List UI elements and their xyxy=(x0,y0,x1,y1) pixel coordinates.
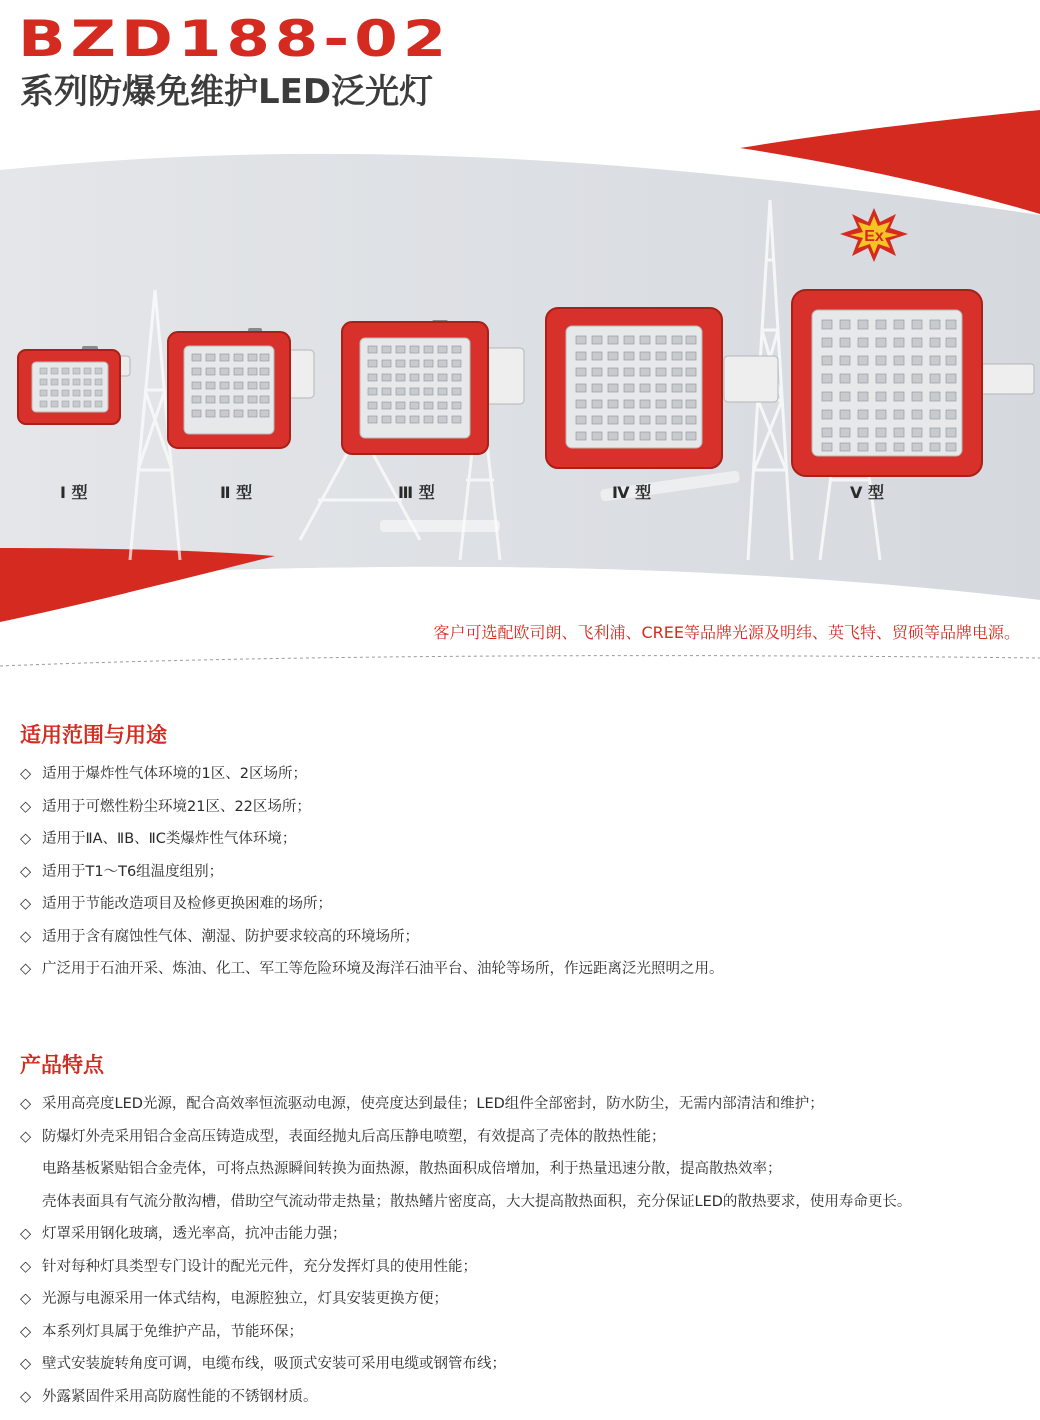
model-code: BZD188-02 xyxy=(18,10,452,68)
dashed-divider xyxy=(0,652,1040,668)
product-title: 系列防爆免维护LED泛光灯 xyxy=(20,72,434,112)
usage-section-title: 适用范围与用途 xyxy=(20,723,167,747)
lamp-type-4-label: Ⅳ 型 xyxy=(612,483,652,502)
lamp-type-5-image xyxy=(790,288,1036,480)
diamond-bullet-icon: ◇ xyxy=(20,831,32,847)
diamond-bullet-icon: ◇ xyxy=(20,1323,32,1340)
lamp-type-3-label: Ⅲ 型 xyxy=(398,483,435,502)
features-section xyxy=(20,1050,1030,1413)
diamond-bullet-icon: ◇ xyxy=(20,1356,32,1372)
ex-explosion-badge-icon xyxy=(838,206,910,264)
lamp-type-4-image xyxy=(544,306,780,470)
list-item: ◇ 本系列灯具属于免维护产品，节能环保； xyxy=(20,1316,1030,1349)
features-section-title: 产品特点 xyxy=(20,1053,104,1077)
diamond-bullet-icon: ◇ xyxy=(20,863,32,880)
lamp-type-5-label: Ⅴ 型 xyxy=(850,483,884,502)
list-item: ◇ 外露紧固件采用高防腐性能的不锈钢材质。 xyxy=(20,1381,1030,1414)
list-item: ◇ 壁式安装旋转角度可调，电缆布线，吸顶式安装可采用电缆或钢管布线； xyxy=(20,1348,1030,1381)
diamond-bullet-icon: ◇ xyxy=(20,1291,32,1307)
usage-section xyxy=(20,720,1030,986)
brand-options-note: 客户可选配欧司朗、飞利浦、CREE等品牌光源及明纬、英飞特、贸硕等品牌电源。 xyxy=(433,623,1020,642)
diamond-bullet-icon: ◇ xyxy=(20,1226,32,1242)
list-item: ◇ 适用于节能改造项目及检修更换困难的场所； xyxy=(20,888,1030,921)
list-item: ◇ 光源与电源采用一体式结构，电源腔独立，灯具安装更换方便； xyxy=(20,1283,1030,1316)
lamp-type-2-image xyxy=(166,326,316,450)
list-item-continuation: 电路基板紧贴铝合金壳体，可将点热源瞬间转换为面热源，散热面积成倍增加，利于热量迅速分散，提高散热效率； xyxy=(42,1161,782,1177)
diamond-bullet-icon: ◇ xyxy=(20,766,32,782)
list-item: ◇ 针对每种灯具类型专门设计的配光元件，充分发挥灯具的使用性能； xyxy=(20,1251,1030,1284)
list-item: ◇ 适用于ⅡA、ⅡB、ⅡC类爆炸性气体环境； xyxy=(20,823,1030,856)
diamond-bullet-icon: ◇ xyxy=(20,798,32,815)
list-item: ◇ 适用于爆炸性气体环境的1区、2区场所； xyxy=(20,758,1030,791)
diamond-bullet-icon: ◇ xyxy=(20,1096,32,1112)
list-item: ◇ 防爆灯外壳采用铝合金高压铸造成型，表面经抛丸后高压静电喷塑，有效提高了壳体的散热性能； xyxy=(20,1121,1030,1154)
lamp-type-1-image xyxy=(16,344,132,426)
diamond-bullet-icon: ◇ xyxy=(20,896,32,912)
list-item: ◇ 广泛用于石油开采、炼油、化工、军工等危险环境及海洋石油平台、油轮等场所，作远距离泛光照明之用。 xyxy=(20,953,1030,986)
list-item: ◇ 灯罩采用钢化玻璃，透光率高，抗冲击能力强； xyxy=(20,1218,1030,1251)
list-item: ◇ 适用于T1～T6组温度组别； xyxy=(20,856,1030,889)
features-list xyxy=(20,1088,1030,1413)
list-item-continuation: 壳体表面具有气流分散沟槽，借助空气流动带走热量；散热鳍片密度高，大大提高散热面积，充分保证LED的散热要求，使用寿命更长。 xyxy=(42,1193,912,1210)
diamond-bullet-icon: ◇ xyxy=(20,961,32,977)
ex-badge-text: Ex xyxy=(864,228,884,245)
diamond-bullet-icon: ◇ xyxy=(20,1258,32,1275)
list-item: ◇ 适用于含有腐蚀性气体、潮湿、防护要求较高的环境场所； xyxy=(20,921,1030,954)
diamond-bullet-icon: ◇ xyxy=(20,1128,32,1145)
lamp-type-1-label: Ⅰ 型 xyxy=(60,483,88,502)
diamond-bullet-icon: ◇ xyxy=(20,928,32,945)
diamond-bullet-icon: ◇ xyxy=(20,1388,32,1405)
lamp-type-2-label: Ⅱ 型 xyxy=(220,483,253,502)
lamp-type-3-image xyxy=(340,318,526,458)
list-item: ◇ 采用高亮度LED光源，配合高效率恒流驱动电源，使亮度达到最佳；LED组件全部密封，防水防尘，无需内部清洁和维护； xyxy=(20,1088,1030,1121)
list-item: ◇ 适用于可燃性粉尘环境21区、22区场所； xyxy=(20,791,1030,824)
usage-list xyxy=(20,758,1030,986)
